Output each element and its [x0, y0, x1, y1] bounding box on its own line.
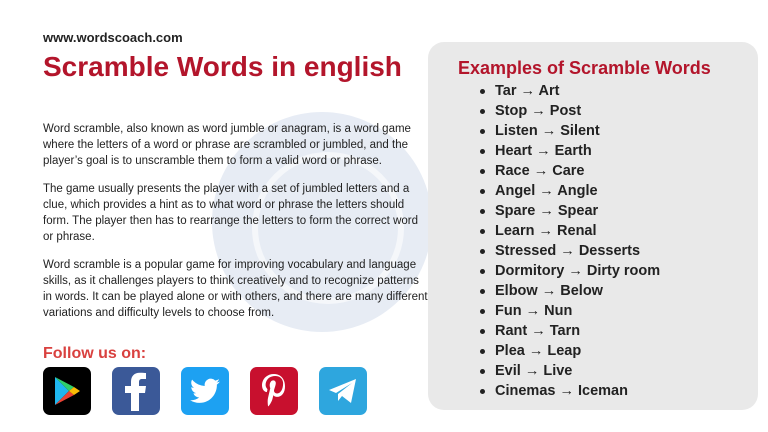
site-url: www.wordscoach.com	[43, 30, 183, 45]
examples-panel	[428, 42, 758, 410]
social-icons	[43, 367, 367, 415]
example-item: Learn → Renal	[480, 221, 660, 241]
example-item: Cinemas → Iceman	[480, 381, 660, 401]
example-item: Angel → Angle	[480, 181, 660, 201]
example-item: Plea → Leap	[480, 341, 660, 361]
paragraph: Word scramble, also known as word jumble or anagram, is a word game where the letters of a word or phrase are scrambled or jumbled, and the player’s goal is to unscramble them to form a valid word or phrase.	[43, 123, 411, 167]
example-item: Spare → Spear	[480, 201, 660, 221]
facebook-icon[interactable]	[112, 367, 160, 415]
example-item: Stop → Post	[480, 101, 660, 121]
example-item: Elbow → Below	[480, 281, 660, 301]
example-item: Rant → Tarn	[480, 321, 660, 341]
example-item: Heart → Earth	[480, 141, 660, 161]
examples-list	[480, 81, 660, 401]
example-item: Tar → Art	[480, 81, 660, 101]
example-item: Race → Care	[480, 161, 660, 181]
example-item: Evil → Live	[480, 361, 660, 381]
page-title: Scramble Words in english	[43, 51, 402, 82]
example-item: Stressed → Desserts	[480, 241, 660, 261]
example-item: Listen → Silent	[480, 121, 660, 141]
twitter-icon[interactable]	[181, 367, 229, 415]
article-body	[43, 121, 428, 333]
example-item: Dormitory → Dirty room	[480, 261, 660, 281]
examples-title: Examples of Scramble Words	[458, 58, 711, 78]
example-item: Fun → Nun	[480, 301, 660, 321]
google-play-icon[interactable]	[43, 367, 91, 415]
telegram-icon[interactable]	[319, 367, 367, 415]
paragraph: The game usually presents the player with a set of jumbled letters and a clue, which provides a hint as to what word or phrase the letters should form. The player then has to rearrange the letters to form the correct word or phrase.	[43, 183, 418, 243]
follow-label: Follow us on:	[43, 345, 147, 362]
pinterest-icon[interactable]	[250, 367, 298, 415]
paragraph: Word scramble is a popular game for improving vocabulary and language skills, as it challenges players to think creatively and to recognize patterns in words. It can be played alone or with others, and there are many different variations and difficulty levels to choose from.	[43, 259, 428, 319]
